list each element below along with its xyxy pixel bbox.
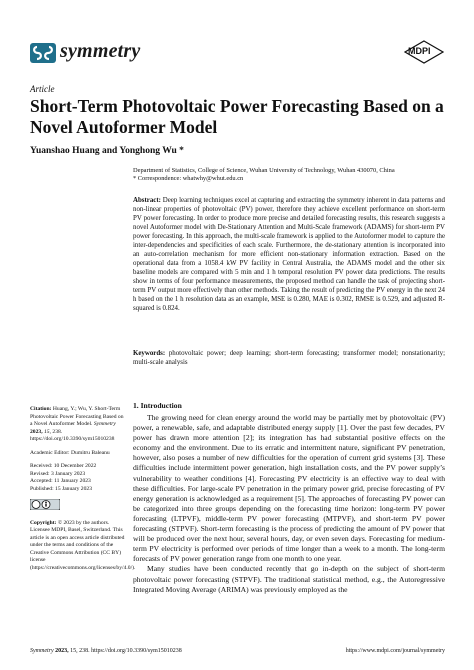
copyright [30, 519, 136, 573]
abstract [133, 196, 445, 313]
footer-citation [30, 648, 182, 654]
footer-url[interactable]: https://www.mdpi.com/journal/symmetry [345, 648, 445, 654]
dates [30, 463, 126, 493]
keywords-text: photovoltaic power; deep learning; short-term forecasting; transformer model; nonstationarity; multi-scale analysis [133, 350, 445, 366]
citation-label: Citation: [30, 406, 52, 412]
citation [30, 406, 126, 444]
keywords [133, 349, 445, 367]
affiliation: Department of Statistics, College of Science, Wuhan University of Technology, Wuhan 430070, China [133, 167, 395, 174]
page-footer [30, 648, 445, 654]
citation-volume: 15, [44, 428, 51, 435]
paragraph: Many studies have been conducted recently that go in-depth on the subject of short-term photovoltaic power forecasting (STPVF). The traditional statistical method, e.g., the Autoregressive Integrated Moving Average (ARIMA) was previously employed as the [133, 564, 445, 594]
citation-doi[interactable]: 238. https://doi.org/10.3390/sym15010238 [30, 428, 115, 442]
paragraph: The growing need for clean energy around the world may be partially met by photovoltaic (PV) power, a renewable, safe, and adaptable distributed energy supply [1]. Over the past few decades, PV power has drawn more attention [2]; its integration has had substantial positive effects on the economy and the environment. Due to its erratic and intermittent nature, significant PV penetration, however, also poses a number of new difficulties for the operation of current grid systems [3]. These difficulties include intermittent power generation, high installation costs, and the PV power supply’s vulnerability to weather conditions [4]. Forecasting PV electricity is an effective way to deal with these difficulties. For large-scale PV penetration in the primary power grid, precise forecasting of PV energy generation is acknowledged as a requirement [5]. The approaches of forecasting PV power can be categorized into three groups depending on the forecasting time horizon: long-term PV power forecasting (LTPVF), middle-term PV power forecasting (MTPVF), and short-term PV power forecasting (STPVF). Short-term forecasting is the process of predicting the amount of PV power that will be produced over the next hour, several hours, day, or even seven days. Forecasting for medium-term PV electricity is performed over periods of time longer than a week to a month. The long-term forecasts of PV power generation range from one month to one year. [133, 413, 445, 564]
authors: Yuanshao Huang and Yonghong Wu * [30, 146, 184, 156]
abstract-text: Deep learning techniques excel at capturing and extracting the symmetry inherent in data patterns and non-linear properties of photovoltaic (PV) power, therefore they achieve excellent performance on short-term PV power forecasting. In order to produce more precise and detailed forecasting results, this research suggests a novel Autoformer model with De-Stationary Attention and Multi-Scale framework (ADAMS) for short-term PV power forecasting. In this approach, the multi-scale framework is applied to the Autoformer model to capture the inter-dependencies and specificities of each scale. Furthermore, the de-stationary attention is incorporated into an auto-correlation mechanism for more efficient non-stationary information extraction. Based on the operational data from a 1058.4 kW PV facility in Central Australia, the ADAMS model and the other six baseline models are compared with 5 min and 1 h temporal resolution PV power data predictions. The results show in terms of four performance measurements, the proposed method can handle the task of projecting short-term PV output more effectively than other methods. Taking the result of predicting the PV energy in the next 24 h based on the 1 h resolution data as an example, MSE is 0.280, MAE is 0.302, RMSE is 0.529, and adjusted R-squared is 0.824. [133, 197, 445, 312]
journal-name: symmetry [60, 40, 141, 62]
cc-by-icon [30, 499, 60, 510]
affiliation-block [133, 167, 443, 184]
citation-journal: Symmetry [93, 421, 116, 427]
revised-date: Revised: 3 January 2023 [30, 470, 86, 477]
accepted-date: Accepted: 11 January 2023 [30, 478, 91, 484]
citation-text: Huang, Y.; Wu, Y. Short-Term Photovoltaic Power Forecasting Based on a Novel Autoformer Model. [30, 406, 124, 427]
symmetry-logo-icon [30, 43, 56, 63]
published-date: Published: 15 January 2023 [30, 485, 92, 492]
copyright-label: Copyright: [30, 519, 57, 526]
article-type: Article [30, 84, 55, 94]
academic-editor: Academic Editor: Dumitru Baleanu [30, 449, 110, 456]
footer-doi[interactable]: 15, 238. https://doi.org/10.3390/sym15010238 [70, 648, 182, 654]
received-date: Received: 10 December 2022 [30, 463, 97, 469]
abstract-label: Abstract: [133, 197, 161, 204]
citation-year: 2023, [30, 428, 43, 435]
publisher-logo-text: MDPI [408, 46, 431, 56]
correspondence: * Correspondence: whatwhy@whut.edu.cn [133, 175, 244, 183]
footer-journal: Symmetry [30, 648, 54, 654]
footer-year: 2023, [55, 648, 69, 654]
cc-license-badge[interactable] [30, 499, 126, 514]
sidebar [30, 406, 136, 578]
article-title: Short-Term Photovoltaic Power Forecasting Based on a Novel Autoformer Model [30, 96, 444, 137]
copyright-text: © 2023 by the authors. Licensee MDPI, Basel, Switzerland. This article is an open access article distributed under the terms and conditions of the Creative Commons Attribution (CC BY) license (https://creativecommons.org/licenses/by/4.0/). [30, 519, 136, 571]
introduction-body [133, 413, 445, 595]
keywords-label: Keywords: [133, 350, 166, 357]
section-heading: 1. Introduction [133, 401, 182, 410]
